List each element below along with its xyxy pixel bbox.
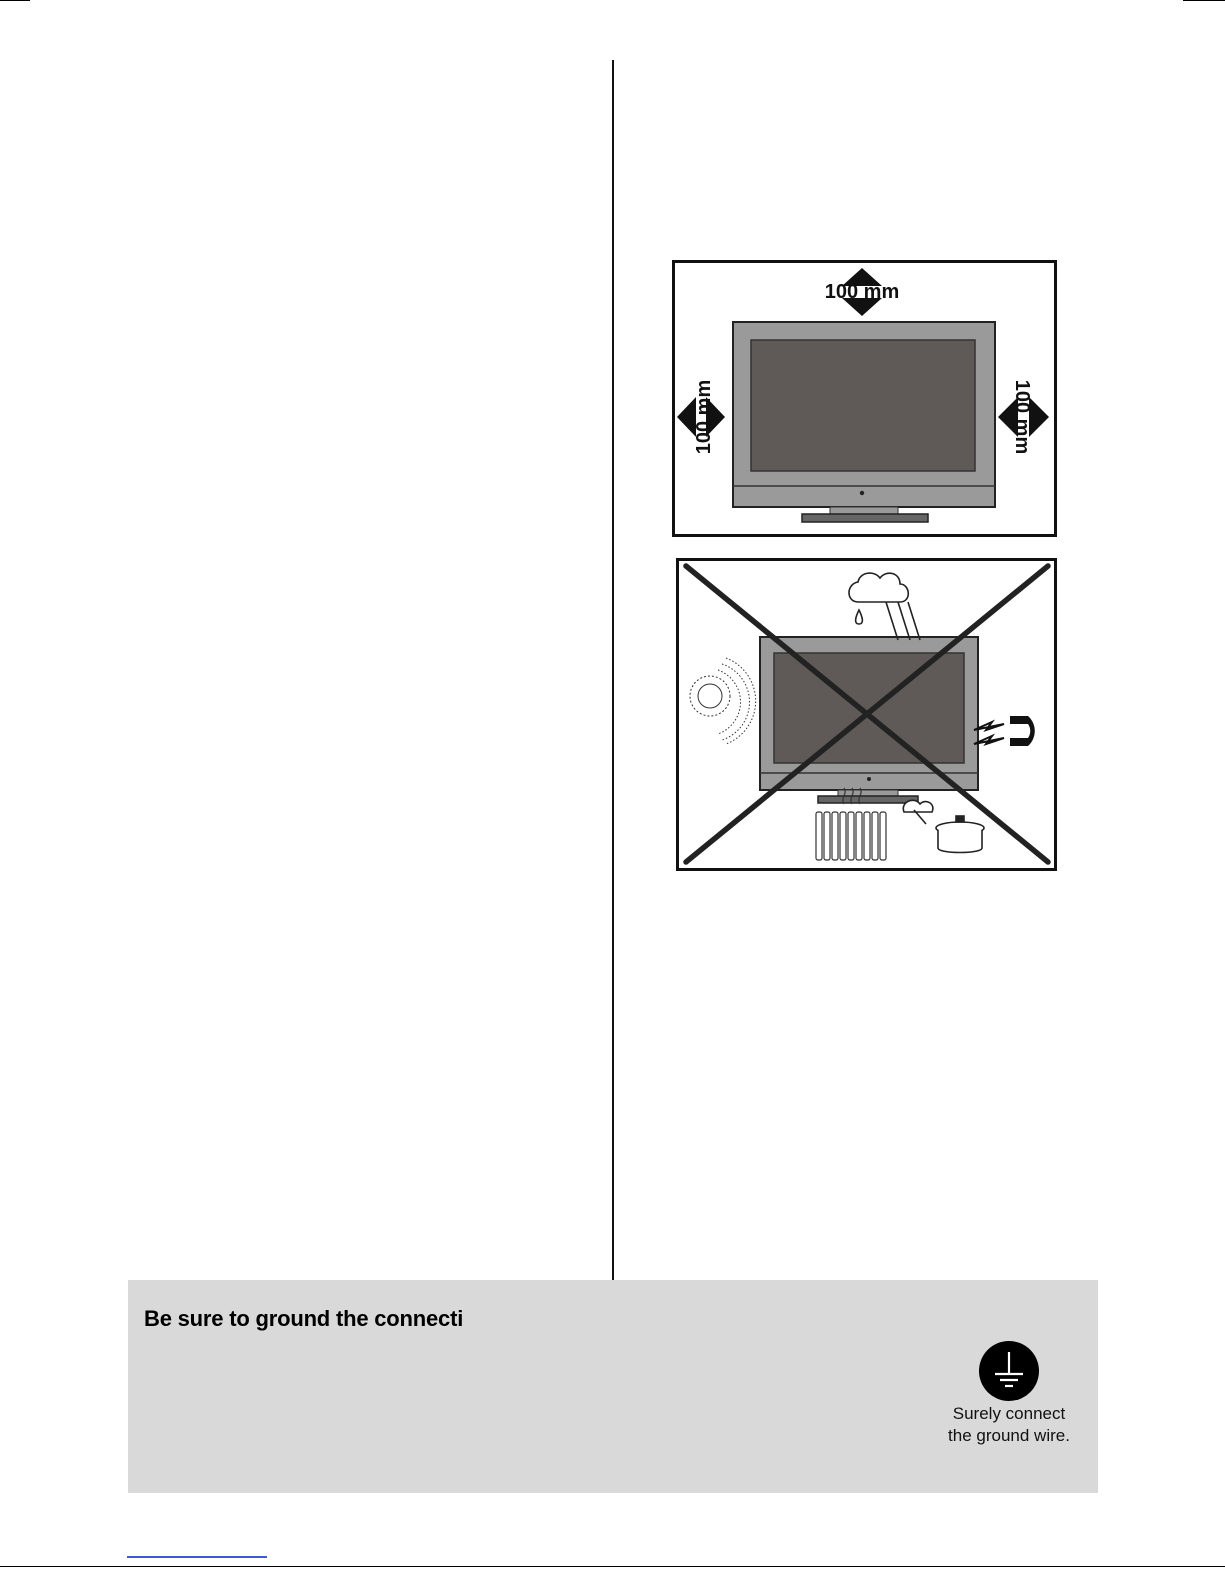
- column-divider: [612, 60, 614, 1280]
- ground-caption-line-2: the ground wire.: [948, 1426, 1070, 1445]
- ground-icon: [978, 1340, 1040, 1402]
- clearance-label-right: 100 mm: [1011, 379, 1033, 455]
- avoid-hazards-figure: [676, 558, 1058, 872]
- clearance-label-top: 100 mm: [824, 281, 900, 303]
- tv-icon: [733, 322, 995, 522]
- ground-notice-heading: Be sure to ground the connecti: [144, 1306, 464, 1331]
- footer-rule: [0, 1566, 1225, 1567]
- ground-icon-caption: [934, 1403, 1084, 1447]
- ground-notice-box: [128, 1280, 1098, 1493]
- footer-link-underline[interactable]: [127, 1556, 267, 1558]
- crop-mark-top-right: [1183, 0, 1225, 1]
- clearance-figure: [672, 260, 1058, 538]
- crop-mark-top-left: [0, 0, 30, 1]
- clearance-label-left: 100 mm: [693, 379, 715, 455]
- ground-caption-line-1: Surely connect: [952, 1404, 1066, 1423]
